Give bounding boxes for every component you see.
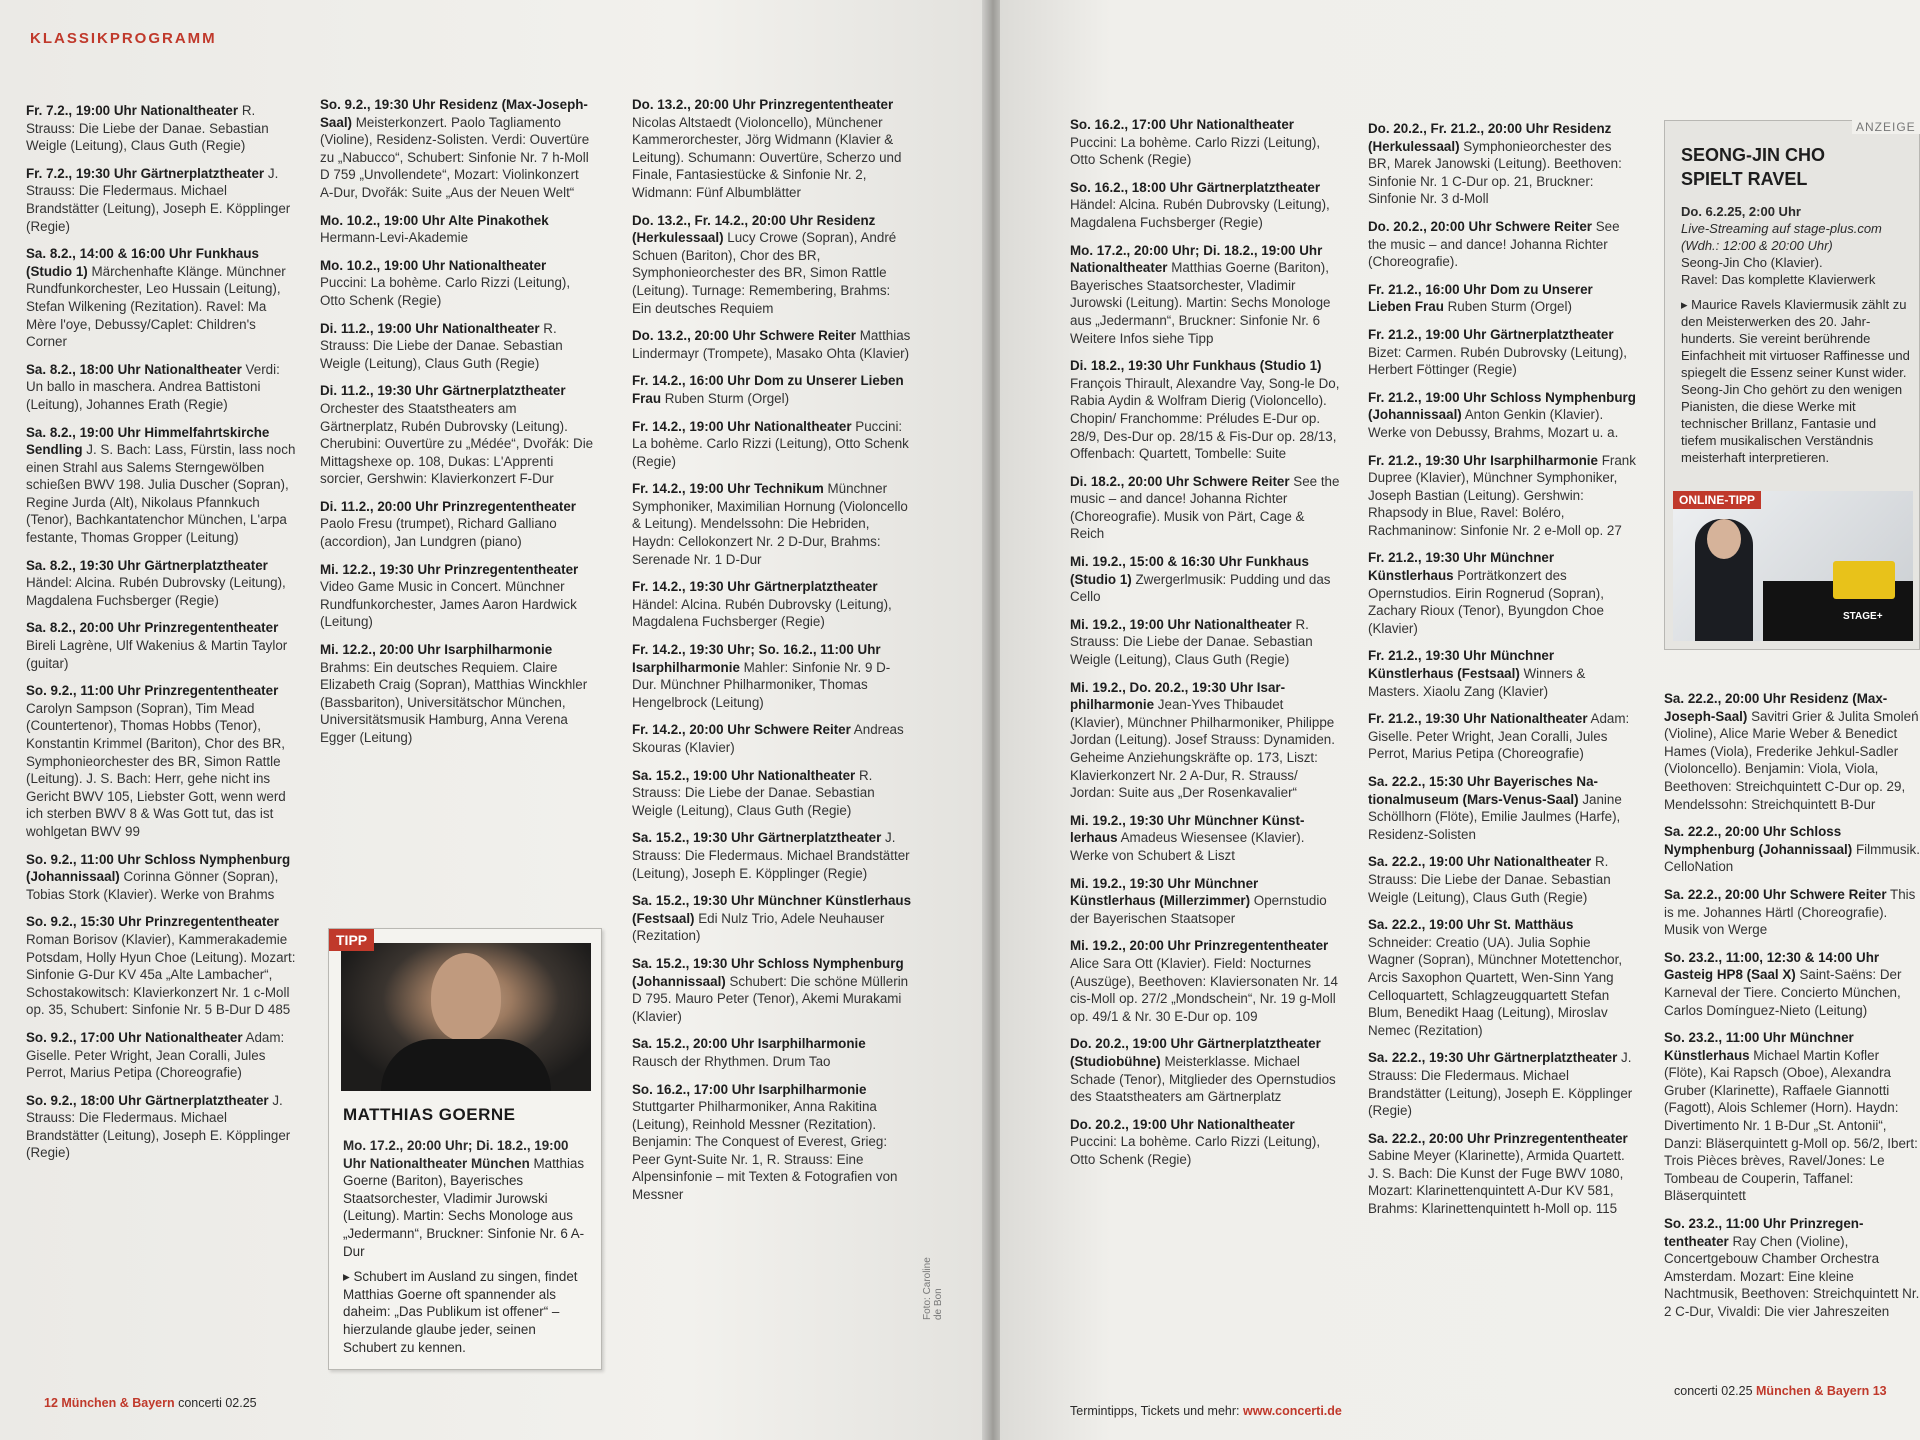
event-details: Mahler: Sinfonie Nr. 9 D-Dur. Münchner Philharmoniker, Thomas Hengelbrock (Leitung) xyxy=(632,659,891,710)
event-listing xyxy=(632,578,912,631)
event-heading: Fr. 7.2., 19:00 Uhr Nationaltheater xyxy=(26,103,239,118)
event-listing xyxy=(1070,473,1340,543)
event-details: Symphonieorchester des BR, Marek Janowski (Leitung). Beethoven: Sinfonie Nr. 1 C-Dur op. 21, Bruckner: Sinfonie Nr. 3 d-Moll xyxy=(1368,138,1622,207)
event-details: Edi Nulz Trio, Adele Neuhauser (Rezitation) xyxy=(632,910,885,944)
event-heading: So. 23.2., 11:00 Uhr Münchner Künstlerhaus xyxy=(1664,1030,1854,1063)
event-heading: Sa. 22.2., 15:30 Uhr Bayerisches Nationalmuseum (Mars-Venus-Saal) xyxy=(1368,774,1599,807)
ad-work: Ravel: Das komplette Klavierwerk xyxy=(1681,272,1876,287)
event-listing xyxy=(1070,679,1340,802)
event-listing xyxy=(1368,120,1636,208)
magazine-issue-right: concerti 02.25 xyxy=(1674,1384,1753,1398)
event-listing xyxy=(1368,853,1636,906)
event-details: Bireli Lagrène, Ulf Wakenius & Martin Taylor (guitar) xyxy=(26,638,288,671)
event-details: Video Game Music in Concert. Münchner Rundfunkorchester, James Aaron Hardwick (Leitung) xyxy=(320,579,577,630)
event-listing xyxy=(1368,773,1636,843)
event-listing xyxy=(1664,690,1920,813)
event-listing xyxy=(1368,1049,1636,1119)
event-details: R. Strauss: Die Liebe der Danae. Sebastian Weigle (Leitung), Claus Guth (Regie) xyxy=(1368,854,1611,905)
event-listing xyxy=(632,1081,912,1204)
event-listing xyxy=(1070,357,1340,463)
event-details: Sabine Meyer (Klarinette), Armida Quartett. J. S. Bach: Die Kunst der Fuge BWV 1080, Mozart: Klarinettenquintett A-Dur KV 581, Brahms: Klarinettenquintett h-Moll op. 115 xyxy=(1368,1148,1625,1217)
event-details: Amadeus Wiesensee (Klavier). Werke von Schubert & Liszt xyxy=(1070,830,1305,863)
footer-tip xyxy=(1070,1404,1342,1418)
event-details: Opernstudio der Bayerischen Staatsoper xyxy=(1070,893,1327,926)
event-listing xyxy=(632,767,912,820)
event-details: Rausch der Rhythmen. Drum Tao xyxy=(632,1053,831,1069)
event-details: Meisterkonzert. Paolo Tagliamento (Violine), Residenz-Solisten. Verdi: Ouvertüre zu „Nabucco“, Schubert: Sinfonie Nr. 7 h-Moll D 759 „Unvollendete“, Mozart: Violinkonzert A-Dur, Dvořák: Suite „Aus der Neuen Welt“ xyxy=(320,114,590,200)
event-heading: Sa. 22.2., 20:00 Uhr Schloss Nymphenburg (Johannissaal) xyxy=(1664,824,1853,857)
event-listing xyxy=(320,96,595,202)
event-details: Schubert: Die schöne Müllerin D 795. Mauro Peter (Tenor), Akemi Murakami (Klavier) xyxy=(632,973,909,1024)
section-name-right: München & Bayern xyxy=(1756,1384,1870,1398)
photo-credit: Foto: Caroline de Bon xyxy=(922,1257,944,1320)
event-details: Puccini: La bohème. Carlo Rizzi (Leitung), Otto Schenk (Regie) xyxy=(1070,1134,1321,1167)
event-listing xyxy=(632,641,912,711)
event-heading: Sa. 8.2., 19:30 Uhr Gärtnerplatztheater xyxy=(26,557,268,573)
event-heading: Mo. 17.2., 20:00 Uhr; Di. 18.2., 19:00 Uhr Nationaltheater xyxy=(1070,242,1323,276)
event-heading: Mi. 19.2., 19:30 Uhr Münchner Künstlerhaus (Millerzimmer) xyxy=(1070,875,1259,909)
event-listing xyxy=(1664,886,1920,939)
event-listing xyxy=(1070,179,1340,232)
event-listing xyxy=(1368,452,1636,540)
event-heading: Di. 18.2., 20:00 Uhr Schwere Reiter xyxy=(1070,473,1290,489)
event-details: Händel: Alcina. Rubén Dubrovsky (Leitung), Magdalena Fuchsberger (Regie) xyxy=(1070,197,1330,230)
event-details: Nicolas Altstaedt (Violoncello), Münchener Kammerorchester, Jörg Widmann (Klavier & Leitung). Schumann: Ouvertüre, Scherzo und Finale, Fantasiestücke & Sinfonie Nr. 2, Widmann: Fünf Albumblätter xyxy=(632,114,902,200)
event-heading: Fr. 21.2., 19:30 Uhr Nationaltheater xyxy=(1368,711,1588,727)
event-listing xyxy=(26,913,296,1019)
event-heading: Sa. 15.2., 20:00 Uhr Isarphilharmonie xyxy=(632,1036,866,1052)
event-heading: Mi. 19.2., 20:00 Uhr Prinzregententheater xyxy=(1070,938,1329,954)
event-details: Janine Schöllhorn (Flöte), Emilie Jaulmes (Harfe), Residenz-Solisten xyxy=(1368,791,1622,842)
event-listing xyxy=(632,327,912,362)
pianist-face xyxy=(1707,519,1741,559)
listing-column-4 xyxy=(1070,116,1340,1178)
event-listing xyxy=(320,561,595,631)
event-listing xyxy=(632,418,912,471)
event-listing xyxy=(632,480,912,568)
event-heading: So. 9.2., 18:00 Uhr Gärtnerplatztheater xyxy=(26,1092,269,1108)
event-details: Matthias Lindermayr (Trompete), Masako Ohta (Klavier) xyxy=(632,328,911,361)
event-listing xyxy=(1368,647,1636,700)
event-heading: Sa. 22.2., 19:00 Uhr Nationaltheater xyxy=(1368,854,1592,870)
event-details: Roman Borisov (Klavier), Kammerakademie Potsdam, Holly Hyun Choe (Leitung). Mozart: Sinfonie G-Dur KV 45a „Alte Lambacher“, Schostakowitsch: Klavierkonzert Nr. 1 c-Moll op. 35, Schubert: Sinfonie Nr. 5 B-Dur D 485 xyxy=(26,931,296,1018)
event-details: Lucy Crowe (Sopran), André Schuen (Bariton), Chor des BR, Symphonieorchester des BR, Simon Rattle (Leitung). Turnage: Remembering, Brahms: Ein deutsches Requiem xyxy=(632,230,897,316)
event-listing xyxy=(26,424,296,547)
event-details: Zwergerlmusik: Pudding und das Cello xyxy=(1070,571,1331,605)
event-listing xyxy=(320,257,595,310)
event-heading: Sa. 22.2., 19:30 Uhr Gärtnerplatztheater xyxy=(1368,1050,1618,1066)
event-details: R. Strauss: Die Liebe der Danae. Sebastian Weigle (Leitung), Claus Guth (Regie) xyxy=(1070,616,1313,668)
event-details: See the music – and dance! Johanna Richter (Choreografie). xyxy=(1368,218,1620,270)
event-heading: Mo. 10.2., 19:00 Uhr Nationaltheater xyxy=(320,257,547,273)
event-heading: Fr. 21.2., 16:00 Uhr Dom zu Unserer Lieben Frau xyxy=(1368,281,1593,315)
footer-right xyxy=(1674,1384,1887,1398)
event-listing xyxy=(26,851,296,904)
event-details: Meisterklasse. Michael Schade (Tenor), Mitglieder des Opernstudios des Staatstheaters am Gärtnerplatz xyxy=(1070,1053,1336,1105)
section-header: KLASSIKPROGRAMM xyxy=(30,30,217,47)
event-details: Hermann-Levi-Akademie xyxy=(320,230,469,246)
event-listing xyxy=(1070,875,1340,928)
event-heading: Do. 20.2., 19:00 Uhr Nationaltheater xyxy=(1070,1116,1295,1132)
event-heading: Fr. 21.2., 19:30 Uhr Münchner Künstlerhaus xyxy=(1368,550,1555,584)
event-listing xyxy=(1664,1029,1920,1205)
event-listing xyxy=(26,619,296,672)
event-details: Verdi: Un ballo in maschera. Andrea Battistoni (Leitung), Johannes Erath (Regie) xyxy=(26,361,280,412)
event-listing xyxy=(320,320,595,373)
event-listing xyxy=(26,1029,296,1082)
ad-title xyxy=(1681,143,1825,191)
event-listing xyxy=(26,682,296,840)
tipp-text xyxy=(343,1137,593,1356)
event-heading: Sa. 15.2., 19:00 Uhr Nationaltheater xyxy=(632,767,856,783)
listing-column-6 xyxy=(1664,690,1920,1331)
event-listing xyxy=(320,498,595,551)
event-details: Filmmusik. CelloNation xyxy=(1664,841,1920,875)
event-listing xyxy=(320,212,595,247)
website-link[interactable]: www.concerti.de xyxy=(1243,1404,1342,1418)
event-details: Ruben Sturm (Orgel) xyxy=(661,390,790,406)
ad-photo xyxy=(1673,491,1913,641)
event-heading: Fr. 14.2., 19:00 Uhr Technikum xyxy=(632,481,824,497)
event-heading: Mi. 19.2., Do. 20.2., 19:30 Uhr Isarphilharmonie xyxy=(1070,679,1286,713)
event-details: Paolo Fresu (trumpet), Richard Galliano (accordion), Jan Lundgren (piano) xyxy=(320,516,557,550)
tipp-note: ▸ Schubert im Ausland zu singen, findet Matthias Goerne oft spannender als daheim: „Das Publikum ist offener“ – hierzulande glaube jeder, seinen Schubert zu kennen. xyxy=(343,1269,578,1355)
listing-column-1 xyxy=(26,102,296,1172)
event-heading: Sa. 15.2., 19:30 Uhr Münchner Künstlerhaus (Festsaal) xyxy=(632,893,912,926)
event-details: Münchner Symphoniker, Maximilian Hornung (Violoncello & Leitung). Mendelssohn: Die Hebriden, Haydn: Cellokonzert Nr. 2 D-Dur, Brahms: Serenade Nr. 1 D-Dur xyxy=(632,481,908,567)
event-listing xyxy=(1368,326,1636,379)
event-details: Savitri Grier & Julita Smoleń (Violine), Alice Marie Weber & Benedict Hames (Viola), Frederike Jehkul-Sadler (Violoncello). Benjamin: Viola, Viola, Beethoven: Streichquintett C-Dur op. 29, Mendelssohn: Streichquintett B-Dur xyxy=(1664,708,1919,812)
event-listing xyxy=(1070,116,1340,169)
event-details: J. Strauss: Die Fledermaus. Michael Brandstätter (Leitung), Joseph E. Köpplinger (Regie) xyxy=(1368,1050,1633,1119)
portrait-head xyxy=(431,953,501,1041)
event-details: Porträtkonzert des Opernstudios. Eirin Rognerud (Sopran), Zachary Rioux (Tenor), Byungdon Choe (Klavier) xyxy=(1368,568,1604,636)
event-details: R. Strauss: Die Liebe der Danae. Sebastian Weigle (Leitung), Claus Guth (Regie) xyxy=(26,103,269,154)
event-listing xyxy=(632,1035,912,1070)
event-heading: Mo. 10.2., 19:00 Uhr Alte Pinakothek xyxy=(320,212,549,228)
event-details: R. Strauss: Die Liebe der Danae. Sebastian Weigle (Leitung), Claus Guth (Regie) xyxy=(320,320,563,371)
portrait-body xyxy=(381,1039,551,1091)
event-listing xyxy=(632,212,912,318)
event-details: Saint-Saëns: Der Karneval der Tiere. Concierto München, Carlos Domínguez-Nieto (Leitung) xyxy=(1664,967,1902,1018)
event-listing xyxy=(320,641,595,747)
event-listing xyxy=(26,165,296,235)
right-page xyxy=(1000,0,1920,1440)
event-heading: Do. 20.2., Fr. 21.2., 20:00 Uhr Residenz (Herkulessaal) xyxy=(1368,121,1612,154)
event-details: Orchester des Staatstheaters am Gärtnerplatz, Rubén Dubrovsky (Leitung). Cherubini: Ouvertüre zu „Médée“, Dvořák: Die Mittagshexe op. 108, Dukas: L'Apprenti sorcier, Gershwin: Klavierkonzert F-Dur xyxy=(320,400,594,487)
label-logo xyxy=(1833,561,1895,599)
event-listing xyxy=(320,382,595,488)
event-heading: Sa. 22.2., 20:00 Uhr Schwere Reiter xyxy=(1664,886,1887,902)
event-details: Jean-Yves Thibaudet (Klavier), Münchner Philharmoniker, Philippe Jordan (Leitung). Josef Strauss: Dynamiden. Geheime Anziehungskräfte op. 173, Liszt: Klavierkonzert Nr. 2 A-Dur, R. Strauss/ Jordan: Suite aus „Der Rosenkavalier“ xyxy=(1070,697,1335,801)
listing-column-2 xyxy=(320,96,595,757)
event-details: Ruben Sturm (Orgel) xyxy=(1443,299,1572,315)
event-heading: Sa. 8.2., 14:00 & 16:00 Uhr Funkhaus (Studio 1) xyxy=(26,246,259,279)
event-listing xyxy=(1368,1130,1636,1218)
event-details: See the music – and dance! Johanna Richter (Choreografie). Musik von Pärt, Cage & Reich xyxy=(1070,473,1340,542)
event-listing xyxy=(1070,616,1340,669)
advertisement-label: ANZEIGE xyxy=(1852,120,1920,134)
event-heading: So. 9.2., 11:00 Uhr Prinzregententheater xyxy=(26,683,279,699)
event-details: Andreas Skouras (Klavier) xyxy=(632,722,904,755)
ad-title-line-1: SEONG-JIN CHO xyxy=(1681,145,1826,165)
event-heading: Mi. 19.2., 15:00 & 16:30 Uhr Funkhaus (Studio 1) xyxy=(1070,554,1309,587)
event-details: Händel: Alcina. Rubén Dubrovsky (Leitung), Magdalena Fuchsberger (Regie) xyxy=(26,575,286,608)
stage-plus-logo: STAGE+ xyxy=(1843,611,1883,622)
event-listing xyxy=(632,892,912,945)
event-details: François Thirault, Alexandre Vay, Song-le Do, Rabia Aydin & Wolfram Dierig (Violoncello). Chopin/ Franchomme: Préludes E-Dur op. 28/9, Des-Dur op. 28/15 & Fis-Dur op. 28/13, Offenbach: Quartett, Tombelle: Suite xyxy=(1070,375,1340,462)
event-heading: So. 9.2., 15:30 Uhr Prinzregententheater xyxy=(26,914,280,930)
event-details: R. Strauss: Die Liebe der Danae. Sebastian Weigle (Leitung), Claus Guth (Regie) xyxy=(632,767,875,818)
listing-column-3 xyxy=(632,96,912,1214)
ad-text xyxy=(1681,203,1913,466)
event-listing xyxy=(632,955,912,1025)
event-details: Stuttgarter Philharmoniker, Anna Rakitina (Leitung), Reinhold Messner (Rezitation). Benjamin: The Conquest of Everest, Grieg: Peer Gynt-Suite Nr. 1, R. Strauss: Eine Alpensinfonie – mit Texten & Fotografien von Messner xyxy=(632,1099,898,1203)
footer-tip-text: Termintipps, Tickets und mehr: xyxy=(1070,1404,1240,1418)
event-listing xyxy=(1368,218,1636,271)
event-details: Märchenhafte Klänge. Münchner Rundfunkorchester, Leo Hussain (Leitung), Stefan Wilkening (Rezitation). Ravel: Ma Mère l'oye, Debussy/Caplet: Children's Corner xyxy=(26,263,286,350)
event-listing xyxy=(1664,1215,1920,1321)
event-heading: So. 9.2., 17:00 Uhr Nationaltheater xyxy=(26,1029,243,1045)
online-tipp-label: ONLINE-TIPP xyxy=(1673,491,1761,509)
event-heading: Mi. 12.2., 19:30 Uhr Prinzregententheater xyxy=(320,561,579,577)
tipp-label: TIPP xyxy=(329,929,374,951)
event-details: Bizet: Carmen. Rubén Dubrovsky (Leitung), Herbert Föttinger (Regie) xyxy=(1368,344,1627,378)
tipp-title: MATTHIAS GOERNE xyxy=(343,1105,516,1124)
event-details: Alice Sara Ott (Klavier). Field: Nocturnes (Auszüge), Beethoven: Klaviersonaten Nr. 14 cis-Moll op. 27/2 „Mondschein“, Nr. 19 g-Moll op. 49/1 & Nr. 30 E-Dur op. 109 xyxy=(1070,955,1338,1024)
event-listing xyxy=(1368,916,1636,1039)
event-details: Frank Dupree (Klavier), Münchner Symphoniker, Joseph Bastian (Leitung). Gershwin: Rhapsody in Blue, Ravel: Boléro, Rachmaninow: Sinfonie Nr. 2 e-Moll op. 27 xyxy=(1368,452,1636,538)
event-listing xyxy=(1368,710,1636,763)
event-listing xyxy=(632,829,912,882)
event-heading: Sa. 15.2., 19:30 Uhr Gärtnerplatztheater xyxy=(632,830,882,846)
event-listing xyxy=(26,557,296,610)
event-heading: So. 9.2., 19:30 Uhr Residenz (Max-Joseph-Saal) xyxy=(320,97,588,130)
event-listing xyxy=(632,372,912,407)
section-name-left: München & Bayern xyxy=(61,1396,175,1410)
event-listing xyxy=(26,1092,296,1162)
event-details: J. Strauss: Die Fledermaus. Michael Brandstätter (Leitung), Joseph E. Köpplinger (Regie) xyxy=(26,1092,291,1161)
page-number-right: 13 xyxy=(1872,1384,1887,1398)
ad-note: ▸ Maurice Ravels Klaviermusik zählt zu den Meisterwerken des 20. Jahrhunderts. Sie vereint berührende Einfachheit mit virtuoser Raffinesse und spiegelt die Essenz seiner Kunst wider. Seong-Jin Cho gehört zu den wenigen Pianisten, die diese Werke mit technischer Brillanz, Fantasie und tiefem musikalischen Verständnis meisterhaft interpretieren. xyxy=(1681,297,1910,465)
event-heading: Fr. 21.2., 19:00 Uhr Schloss Nymphenburg (Johannissaal) xyxy=(1368,389,1636,423)
event-details: J. S. Bach: Lass, Fürstin, lass noch einen Strahl aus Salems Sterngewölben schießen BWV 198. Julia Duscher (Sopran), Regine Jurda (Alt), Nikolaus Pfannkuch (Tenor), Bachkantatenchor München, L'arpa festante, Thomas Gropper (Leitung) xyxy=(26,442,296,546)
event-listing xyxy=(1368,549,1636,637)
event-listing xyxy=(1368,281,1636,316)
footer-left xyxy=(44,1396,257,1410)
event-heading: Di. 11.2., 20:00 Uhr Prinzregententheater xyxy=(320,498,577,514)
event-heading: Sa. 8.2., 20:00 Uhr Prinzregententheater xyxy=(26,620,279,636)
event-details: Puccini: La bohème. Carlo Rizzi (Leitung), Otto Schenk (Regie) xyxy=(1070,134,1321,168)
event-heading: Fr. 21.2., 19:00 Uhr Gärtnerplatztheater xyxy=(1368,326,1614,342)
event-details: Michael Martin Kofler (Flöte), Kai Rapsch (Oboe), Alexandra Gruber (Klarinette), Raffaele Giannotti (Fagott), Alois Schlemer (Horn). Haydn: Divertimento Nr. 1 B-Dur „St. Antonii“, Danzi: Bläserquintett g-Moll op. 56/2, Ibert: Trois Pièces brèves, Ravel/Jones: Le Tombeau de Couperin, Taffanel: Bläserquintett xyxy=(1664,1047,1918,1204)
event-details: Matthias Goerne (Bariton), Bayerisches Staatsorchester, Vladimir Jurowski (Leitung). Martin: Sechs Monologe aus „Jedermann“, Bruckner: Sinfonie Nr. 6 Weitere Infos siehe Tipp xyxy=(1070,260,1331,346)
ad-artist: Seong-Jin Cho (Klavier). xyxy=(1681,255,1823,270)
event-listing xyxy=(26,361,296,414)
event-heading: Do. 20.2., 20:00 Uhr Schwere Reiter xyxy=(1368,218,1593,234)
event-heading: Sa. 22.2., 20:00 Uhr Prinzregententheater xyxy=(1368,1130,1628,1146)
event-details: Adam: Giselle. Peter Wright, Jean Coralli, Jules Perrot, Marius Petipa (Choreografie) xyxy=(26,1029,285,1081)
event-heading: So. 16.2., 17:00 Uhr Nationaltheater xyxy=(1070,117,1294,132)
event-heading: Fr. 14.2., 19:30 Uhr Gärtnerplatztheater xyxy=(632,579,878,595)
event-listing xyxy=(632,96,912,202)
event-details: Schneider: Creatio (UA). Julia Sophie Wagner (Sopran), Münchner Motettenchor, Arcis Saxophon Quartett, Wen-Sinn Yang Celloquartett, Schlagzeugquartett Stefan Blum, Benedikt Haag (Leitung), Miroslav Nemec (Rezitation) xyxy=(1368,934,1623,1038)
event-listing xyxy=(1070,937,1340,1025)
event-heading: Mi. 19.2., 19:30 Uhr Münchner Künstlerhaus xyxy=(1070,812,1305,846)
tipp-box xyxy=(328,928,602,1370)
event-heading: Sa. 8.2., 19:00 Uhr Himmelfahrtskirche Sendling xyxy=(26,424,270,458)
tipp-event-text: Matthias Goerne (Bariton), Bayerisches Staatsorchester, Vladimir Jurowski (Leitung). Martin: Sechs Monologe aus „Jedermann“, Bruckner: Sinfonie Nr. 6 A-Dur xyxy=(343,1155,585,1259)
event-heading: So. 9.2., 11:00 Uhr Schloss Nymphenburg (Johannissaal) xyxy=(26,851,291,885)
ad-stream: Live-Streaming auf stage-plus.com xyxy=(1681,221,1882,236)
advertisement-box xyxy=(1664,120,1920,650)
event-heading: So. 23.2., 11:00, 12:30 & 14:00 Uhr Gasteig HP8 (Saal X) xyxy=(1664,949,1880,983)
event-heading: Fr. 7.2., 19:30 Uhr Gärtnerplatztheater xyxy=(26,165,265,181)
event-heading: Sa. 8.2., 18:00 Uhr Nationaltheater xyxy=(26,361,242,377)
event-listing xyxy=(1070,1116,1340,1169)
event-details: Brahms: Ein deutsches Requiem. Claire Elizabeth Craig (Sopran), Matthias Winckhler (Bassbariton), Universitätschor München, Universitätsmusik Hamburg, Anna Verena Egger (Leitung) xyxy=(320,659,588,745)
event-heading: Fr. 14.2., 19:00 Uhr Nationaltheater xyxy=(632,418,852,434)
event-listing xyxy=(1664,823,1920,876)
event-details: Puccini: La bohème. Carlo Rizzi (Leitung), Otto Schenk (Regie) xyxy=(320,275,571,308)
event-details: Puccini: La bohème. Carlo Rizzi (Leitung), Otto Schenk (Regie) xyxy=(632,418,909,469)
event-listing xyxy=(26,102,296,155)
event-details: Corinna Gönner (Sopran), Tobias Stork (Klavier). Werke von Brahms xyxy=(26,869,279,902)
event-heading: Sa. 22.2., 19:00 Uhr St. Matthäus xyxy=(1368,917,1574,933)
event-heading: So. 16.2., 17:00 Uhr Isarphilharmonie xyxy=(632,1081,867,1097)
event-details: Händel: Alcina. Rubén Dubrovsky (Leitung), Magdalena Fuchsberger (Regie) xyxy=(632,596,892,630)
event-details: This is me. Johannes Härtl (Choreografie). Musik von Werge xyxy=(1664,886,1916,938)
event-details: Carolyn Sampson (Sopran), Tim Mead (Countertenor), Thomas Hobbs (Tenor), Konstantin Krimmel (Bariton), Chor des BR, Symphonieorchester des BR, Simon Rattle (Leitung). J. S. Bach: Herr, gehe nicht ins Gericht BWV 105, Liebster Gott, wenn werd ich sterben BWV 8 & Was Gott tut, das ist wohlgetan BWV 99 xyxy=(26,700,286,839)
event-heading: Do. 20.2., 19:00 Uhr Gärtnerplatztheater (Studiobühne) xyxy=(1070,1036,1321,1069)
event-heading: Fr. 21.2., 19:30 Uhr Isarphilharmonie xyxy=(1368,452,1598,468)
ad-title-line-2: SPIELT RAVEL xyxy=(1681,169,1808,189)
artist-photo xyxy=(341,943,591,1091)
event-heading: Fr. 14.2., 20:00 Uhr Schwere Reiter xyxy=(632,722,851,738)
listing-column-5 xyxy=(1368,120,1636,1228)
event-heading: Di. 18.2., 19:30 Uhr Funkhaus (Studio 1) xyxy=(1070,358,1322,374)
event-details: Adam: Giselle. Peter Wright, Jean Coralli, Jules Perrot, Marius Petipa (Choreografie) xyxy=(1368,711,1630,762)
event-details: J. Strauss: Die Fledermaus. Michael Brandstätter (Leitung), Joseph E. Köpplinger (Regie) xyxy=(26,165,291,234)
event-heading: Sa. 22.2., 20:00 Uhr Residenz (Max-Joseph-Saal) xyxy=(1664,691,1888,724)
event-details: Ray Chen (Violine), Concertgebouw Chamber Orchestra Amsterdam. Mozart: Eine kleine Nachtmusik, Beethoven: Streichquintett Nr. 2 C-Dur, Vivaldi: Die vier Jahreszeiten xyxy=(1664,1233,1920,1319)
event-heading: Fr. 21.2., 19:30 Uhr Münchner Künstlerhaus (Festsaal) xyxy=(1368,648,1555,682)
event-heading: Do. 13.2., 20:00 Uhr Prinzregententheater xyxy=(632,97,894,112)
event-details: Winners & Masters. Xiaolu Zang (Klavier) xyxy=(1368,666,1586,699)
event-heading: Fr. 14.2., 19:30 Uhr; So. 16.2., 11:00 Uhr Isarphilharmonie xyxy=(632,642,881,675)
page-number-left: 12 xyxy=(44,1396,58,1410)
event-heading: Fr. 14.2., 16:00 Uhr Dom zu Unserer Lieben Frau xyxy=(632,373,904,406)
event-listing xyxy=(26,245,296,351)
event-heading: Do. 13.2., Fr. 14.2., 20:00 Uhr Residenz (Herkulessaal) xyxy=(632,212,876,246)
event-listing xyxy=(632,721,912,756)
event-heading: So. 23.2., 11:00 Uhr Prinzregententheater xyxy=(1664,1216,1864,1249)
magazine-issue-left: concerti 02.25 xyxy=(178,1396,257,1410)
event-details: Anton Genkin (Klavier). Werke von Debussy, Brahms, Mozart u. a. xyxy=(1368,407,1619,440)
ad-repeat: (Wdh.: 12:00 & 20:00 Uhr) xyxy=(1681,238,1833,253)
event-heading: Di. 11.2., 19:30 Uhr Gärtnerplatztheater xyxy=(320,383,566,399)
ad-date: Do. 6.2.25, 2:00 Uhr xyxy=(1681,204,1801,219)
event-listing xyxy=(1070,1035,1340,1105)
event-listing xyxy=(1368,389,1636,442)
event-heading: So. 16.2., 18:00 Uhr Gärtnerplatztheater xyxy=(1070,179,1321,195)
event-listing xyxy=(1070,553,1340,606)
event-details: J. Strauss: Die Fledermaus. Michael Brandstätter (Leitung), Joseph E. Köpplinger (Regie) xyxy=(632,830,910,881)
event-heading: Do. 13.2., 20:00 Uhr Schwere Reiter xyxy=(632,328,857,344)
event-heading: Sa. 15.2., 19:30 Uhr Schloss Nymphenburg (Johannissaal) xyxy=(632,955,904,989)
event-listing xyxy=(1664,949,1920,1019)
event-heading: Mi. 19.2., 19:00 Uhr Nationaltheater xyxy=(1070,616,1292,632)
tipp-event-heading: Mo. 17.2., 20:00 Uhr; Di. 18.2., 19:00 Uhr Nationaltheater München xyxy=(343,1138,569,1171)
event-heading: Mi. 12.2., 20:00 Uhr Isarphilharmonie xyxy=(320,642,553,658)
event-listing xyxy=(1070,242,1340,348)
event-listing xyxy=(1070,812,1340,865)
event-heading: Di. 11.2., 19:00 Uhr Nationaltheater xyxy=(320,320,540,336)
